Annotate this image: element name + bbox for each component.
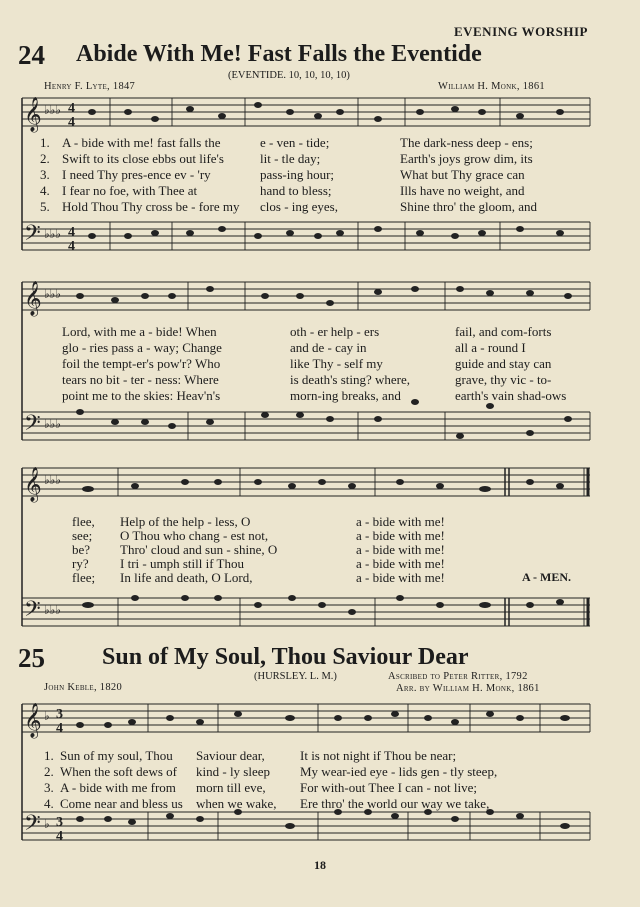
lyric-text: a - bide with me! bbox=[356, 528, 445, 543]
lyric-line bbox=[0, 167, 640, 181]
hymn-number: 24 bbox=[18, 40, 45, 70]
lyric-line bbox=[0, 135, 640, 149]
lyric-text: guide and stay can bbox=[455, 356, 552, 371]
lyric-text: like Thy - self my bbox=[290, 356, 383, 371]
lyric-line bbox=[0, 570, 640, 584]
lyric-line bbox=[0, 514, 640, 528]
svg-text:3: 3 bbox=[56, 815, 63, 830]
lyric-text: Swift to its close ebbs out life's bbox=[62, 151, 224, 166]
svg-text:♭: ♭ bbox=[44, 817, 50, 831]
svg-text:3: 3 bbox=[56, 707, 63, 722]
lyric-text: Ills have no weight, and bbox=[400, 183, 525, 198]
author-credit: John Keble, 1820 bbox=[44, 682, 123, 693]
ascription-credit: Ascribed to Peter Ritter, 1792 bbox=[388, 671, 528, 682]
lyric-line bbox=[0, 764, 640, 778]
lyric-text: foil the tempt-er's pow'r? Who bbox=[62, 356, 221, 371]
section-heading: EVENING WORSHIP bbox=[453, 24, 588, 39]
author-credit: Henry F. Lyte, 1847 bbox=[44, 81, 136, 92]
lyric-line bbox=[0, 388, 640, 402]
svg-text:4: 4 bbox=[68, 225, 75, 240]
lyric-line bbox=[0, 151, 640, 165]
svg-text:♭♭♭: ♭♭♭ bbox=[44, 227, 61, 241]
lyric-text: What but Thy grace can bbox=[400, 167, 525, 182]
lyric-text: Thro' cloud and sun - shine, O bbox=[120, 542, 278, 557]
lyric-text: fail, and com-forts bbox=[455, 324, 552, 339]
lyric-text: Saviour dear, bbox=[196, 748, 265, 763]
lyric-text: I need Thy pres-ence ev - 'ry bbox=[62, 167, 211, 182]
lyric-line bbox=[0, 796, 640, 810]
lyric-text: Hold Thou Thy cross be - fore my bbox=[62, 199, 240, 214]
svg-text:𝄞: 𝄞 bbox=[24, 467, 42, 502]
lyric-text: morn till eve, bbox=[196, 780, 266, 795]
tune-name: (EVENTIDE. 10, 10, 10, 10) bbox=[228, 70, 350, 81]
lyric-text: hand to bless; bbox=[260, 183, 332, 198]
lyric-text: 2. bbox=[40, 151, 50, 166]
lyric-text: 3. bbox=[44, 780, 54, 795]
lyric-text: Sun of my soul, Thou bbox=[60, 748, 173, 763]
lyric-text: When the soft dews of bbox=[60, 764, 177, 779]
lyric-text: point me to the skies: Heav'n's bbox=[62, 388, 221, 403]
lyric-text: 4. bbox=[44, 796, 54, 811]
svg-text:♭♭♭: ♭♭♭ bbox=[44, 287, 61, 301]
svg-text:𝄢: 𝄢 bbox=[24, 597, 41, 627]
lyric-line bbox=[0, 340, 640, 354]
lyric-text: flee; bbox=[72, 570, 96, 585]
svg-text:𝄢: 𝄢 bbox=[24, 221, 41, 251]
lyric-text: flee, bbox=[72, 514, 95, 529]
lyric-text: tears no bit - ter - ness: Where bbox=[62, 372, 219, 387]
lyric-text: 1. bbox=[40, 135, 50, 150]
lyric-text: It is not night if Thou be near; bbox=[300, 748, 457, 763]
lyric-text: Lord, with me a - bide! When bbox=[62, 324, 217, 339]
lyric-text: pass-ing hour; bbox=[260, 167, 335, 182]
lyric-text: all a - round I bbox=[455, 340, 526, 355]
lyric-line bbox=[0, 183, 640, 197]
lyric-text: e - ven - tide; bbox=[260, 135, 330, 150]
lyric-text: A - bide with me from bbox=[60, 780, 176, 795]
lyric-line bbox=[0, 748, 640, 762]
lyric-line bbox=[0, 528, 640, 542]
lyric-text: Ere thro' the world our way we take, bbox=[300, 796, 490, 811]
svg-text:4: 4 bbox=[56, 721, 63, 736]
svg-text:𝄢: 𝄢 bbox=[24, 811, 41, 841]
lyric-line bbox=[0, 556, 640, 570]
lyric-text: O Thou who chang - est not, bbox=[120, 528, 269, 543]
hymn-title: Sun of My Soul, Thou Saviour Dear bbox=[102, 644, 469, 670]
svg-text:4: 4 bbox=[68, 101, 75, 116]
lyric-text: 3. bbox=[40, 167, 50, 182]
lyric-text: 4. bbox=[40, 183, 50, 198]
lyric-text: 1. bbox=[44, 748, 54, 763]
lyric-text: glo - ries pass a - way; Change bbox=[62, 340, 222, 355]
lyric-text: Come near and bless us bbox=[60, 796, 183, 811]
composer-credit: William H. Monk, 1861 bbox=[438, 81, 545, 92]
lyric-text: Earth's joys grow dim, its bbox=[400, 151, 533, 166]
lyric-text: I fear no foe, with Thee at bbox=[62, 183, 198, 198]
svg-text:𝄞: 𝄞 bbox=[24, 97, 42, 132]
lyric-text: Shine thro' the gloom, and bbox=[400, 199, 538, 214]
svg-text:4: 4 bbox=[68, 239, 75, 254]
lyric-text: when we wake, bbox=[196, 796, 277, 811]
svg-text:♭♭♭: ♭♭♭ bbox=[44, 473, 61, 487]
svg-text:4: 4 bbox=[56, 829, 63, 844]
lyric-text: a - bide with me! bbox=[356, 542, 445, 557]
lyric-text: clos - ing eyes, bbox=[260, 199, 338, 214]
lyric-text: a - bide with me! bbox=[356, 514, 445, 529]
lyric-line bbox=[0, 542, 640, 556]
lyric-text: I tri - umph still if Thou bbox=[120, 556, 244, 571]
lyric-text: see; bbox=[72, 528, 93, 543]
lyric-text: a - bide with me! bbox=[356, 556, 445, 571]
hymn-number: 25 bbox=[18, 643, 45, 673]
svg-text:♭♭♭: ♭♭♭ bbox=[44, 417, 61, 431]
lyric-text: My wear-ied eye - lids gen - tly steep, bbox=[300, 764, 498, 779]
svg-text:♭♭♭: ♭♭♭ bbox=[44, 103, 61, 117]
svg-text:𝄞: 𝄞 bbox=[24, 281, 42, 316]
lyric-text: kind - ly sleep bbox=[196, 764, 271, 779]
lyric-text: oth - er help - ers bbox=[290, 324, 380, 339]
arranger-credit: Arr. by William H. Monk, 1861 bbox=[396, 683, 540, 694]
lyric-text: 5. bbox=[40, 199, 50, 214]
lyric-text: The dark-ness deep - ens; bbox=[400, 135, 533, 150]
svg-text:4: 4 bbox=[68, 115, 75, 130]
lyric-line bbox=[0, 324, 640, 338]
lyric-line bbox=[0, 199, 640, 213]
lyric-text: earth's vain shad-ows bbox=[455, 388, 567, 403]
lyric-text: a - bide with me! bbox=[356, 570, 445, 585]
lyric-line bbox=[0, 372, 640, 386]
lyric-text: For with-out Thee I can - not live; bbox=[300, 780, 478, 795]
lyric-text: A - bide with me! fast falls the bbox=[62, 135, 221, 150]
lyric-text: is death's sting? where, bbox=[290, 372, 411, 387]
svg-text:𝄞: 𝄞 bbox=[24, 703, 42, 738]
lyric-line bbox=[0, 356, 640, 370]
lyric-text: morn-ing breaks, and bbox=[290, 388, 401, 403]
lyric-text: Help of the help - less, O bbox=[120, 514, 251, 529]
tune-name: (HURSLEY. L. M.) bbox=[254, 671, 337, 682]
svg-text:♭: ♭ bbox=[44, 709, 50, 723]
lyric-text: be? bbox=[72, 542, 91, 557]
amen-label: A - MEN. bbox=[522, 570, 571, 584]
svg-text:♭♭♭: ♭♭♭ bbox=[44, 603, 61, 617]
lyric-text: 2. bbox=[44, 764, 54, 779]
lyric-line bbox=[0, 780, 640, 794]
page-number: 18 bbox=[314, 858, 326, 872]
lyric-text: grave, thy vic - to- bbox=[455, 372, 552, 387]
hymn-title: Abide With Me! Fast Falls the Eventide bbox=[76, 41, 482, 67]
lyric-text: lit - tle day; bbox=[260, 151, 321, 166]
lyric-text: and de - cay in bbox=[290, 340, 367, 355]
lyric-text: In life and death, O Lord, bbox=[120, 570, 253, 585]
svg-text:𝄢: 𝄢 bbox=[24, 411, 41, 441]
lyric-text: ry? bbox=[72, 556, 89, 571]
